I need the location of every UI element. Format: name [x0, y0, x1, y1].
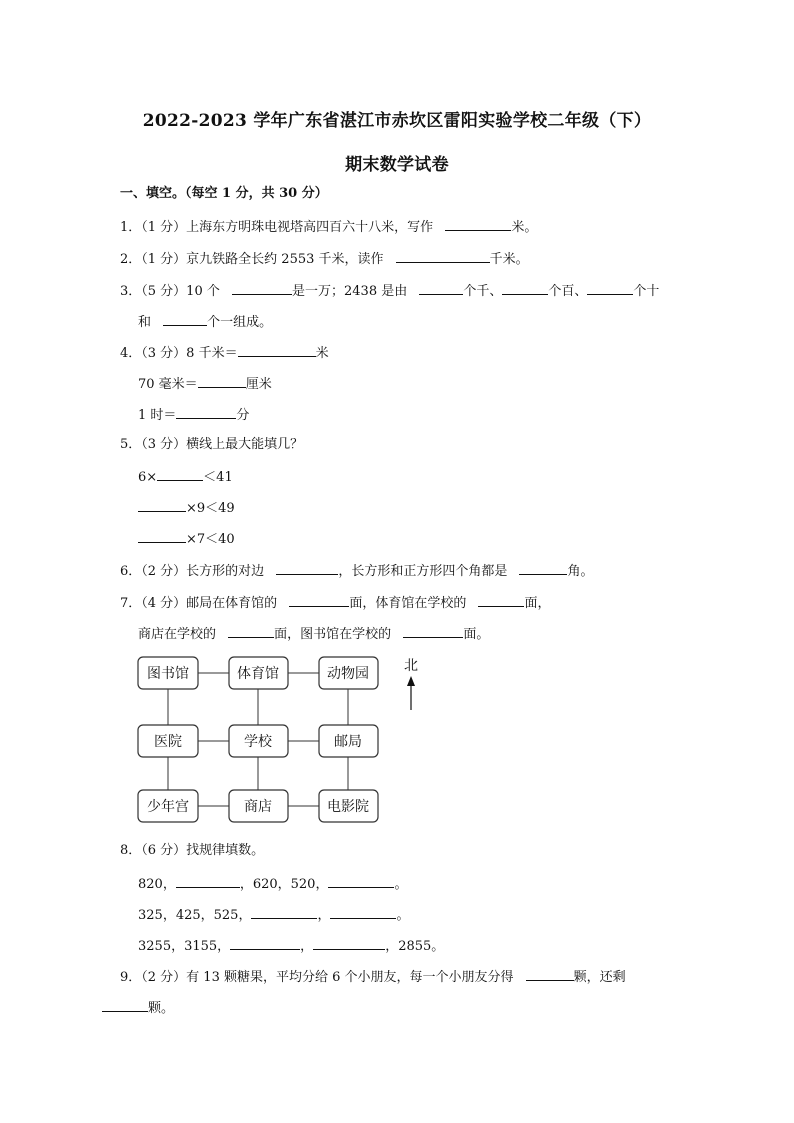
answer-blank[interactable] — [251, 905, 317, 919]
answer-blank[interactable] — [230, 936, 300, 950]
q9-text-a: 9．（2 分）有 13 颗糖果，平均分给 6 个小朋友，每一个小朋友分得 — [120, 970, 514, 985]
q9-text-b: 颗，还剩 — [573, 970, 626, 985]
title-line-1: 2022-2023 学年广东省湛江市赤坎区雷阳实验学校二年级（下） — [142, 111, 652, 131]
q7-text-b: 面，体育馆在学校的 — [349, 596, 467, 611]
q8-r2-c: 。 — [396, 908, 410, 923]
answer-blank[interactable] — [176, 874, 240, 888]
map-label: 学校 — [244, 734, 272, 750]
answer-blank[interactable] — [328, 874, 394, 888]
q5-text-b1: 6× — [138, 470, 158, 485]
q5-text-c2: ×9＜49 — [186, 501, 235, 516]
q7-text-d: 商店在学校的 — [138, 627, 217, 642]
north-label: 北 — [404, 658, 418, 674]
map-label: 动物园 — [327, 666, 369, 682]
map-label: 医院 — [154, 734, 182, 750]
section-heading: 一、填空。（每空 1 分，共 30 分） — [120, 186, 328, 201]
q8-r3-c: ，2855。 — [385, 939, 445, 954]
title-line-2: 期末数学试卷 — [345, 155, 449, 175]
q8-text: 8．（6 分）找规律填数。 — [120, 843, 265, 858]
answer-blank[interactable] — [313, 936, 385, 950]
question-9 — [120, 967, 626, 987]
q8-r1-b: ，620，520， — [239, 877, 329, 892]
q8-r2-a: 325，425，525， — [138, 908, 252, 923]
q4-unit-a: 米 — [315, 346, 329, 361]
q6-text-c: 角。 — [567, 564, 594, 579]
q3-text-d: 个百、 — [548, 284, 588, 299]
q7-text-e: 面，图书馆在学校的 — [274, 627, 392, 642]
q3-text-b: 是一万；2438 是由 — [292, 284, 408, 299]
q4-text-c: 1 时＝ — [138, 408, 177, 423]
q5-text: 5．（3 分）横线上最大能填几？ — [120, 437, 304, 452]
question-8-row-1 — [138, 874, 407, 894]
q4-text-b: 70 毫米＝ — [138, 377, 198, 392]
q4-unit-b: 厘米 — [245, 377, 272, 392]
q8-r3-a: 3255，3155， — [138, 939, 231, 954]
north-arrow-icon — [407, 676, 415, 710]
q8-r1-c: 。 — [394, 877, 408, 892]
q7-text-a: 7．（4 分）邮局在体育馆的 — [120, 596, 278, 611]
q8-r2-b: ， — [317, 908, 331, 923]
q3-text-c: 个千、 — [463, 284, 503, 299]
q6-text-b: ，长方形和正方形四个角都是 — [338, 564, 508, 579]
q2-unit: 千米。 — [489, 252, 529, 267]
answer-blank[interactable] — [330, 905, 396, 919]
answer-blank[interactable] — [102, 998, 148, 1012]
q6-text-a: 6．（2 分）长方形的对边 — [120, 564, 265, 579]
map-label: 体育馆 — [237, 666, 279, 682]
map-label: 邮局 — [334, 734, 362, 750]
answer-blank[interactable] — [526, 967, 574, 981]
question-8-row-3 — [138, 936, 444, 956]
q5-text-d2: ×7＜40 — [186, 532, 235, 547]
map-label: 商店 — [244, 799, 272, 815]
q7-text-c: 面， — [524, 596, 551, 611]
q3-text-g: 个一组成。 — [207, 315, 273, 330]
q5-text-b2: ＜41 — [203, 470, 233, 485]
map-label: 少年宫 — [147, 799, 189, 815]
question-8-row-2 — [138, 905, 409, 925]
q8-r1-a: 820， — [138, 877, 176, 892]
q3-text-f: 和 — [138, 315, 152, 330]
question-8 — [120, 842, 264, 860]
map-label: 图书馆 — [147, 666, 189, 682]
q1-unit: 米。 — [511, 220, 538, 235]
q4-unit-c: 分 — [236, 408, 250, 423]
q1-text: 1．（1 分）上海东方明珠电视塔高四百六十八米，写作 — [120, 220, 434, 235]
q3-text-e: 个十 — [633, 284, 660, 299]
question-9-cont — [102, 998, 174, 1018]
q9-text-c: 颗。 — [148, 1001, 175, 1016]
q3-text-a: 3．（5 分）10 个 — [120, 284, 220, 299]
q2-text: 2．（1 分）京九铁路全长约 2553 千米，读作 — [120, 252, 384, 267]
map-label: 电影院 — [327, 799, 369, 815]
q8-r3-b: ， — [300, 939, 314, 954]
q4-text-a: 4．（3 分）8 千米＝ — [120, 346, 238, 361]
q7-text-f: 面。 — [463, 627, 490, 642]
